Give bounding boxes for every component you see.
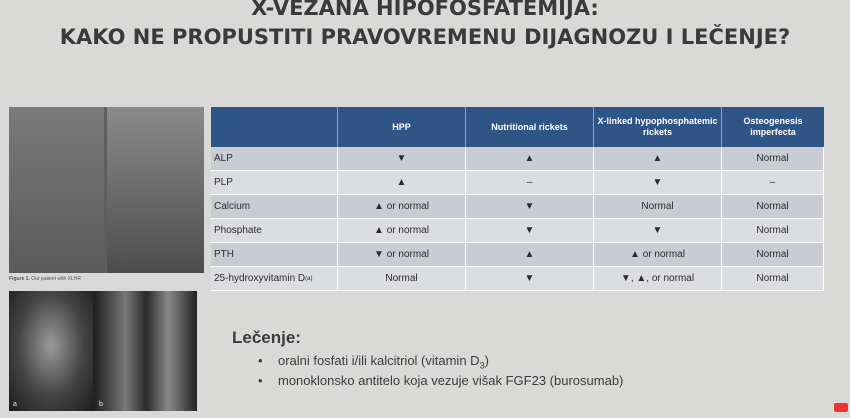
table-cell: ▲ or normal (338, 219, 466, 243)
table-row (211, 243, 824, 267)
table-cell: PTH (211, 243, 338, 267)
table-cell: ▼ (466, 195, 594, 219)
xray-label-b: b (99, 401, 103, 408)
table-cell: Normal (722, 195, 824, 219)
table-row (211, 171, 824, 195)
table-cell: ▲ or normal (594, 243, 722, 267)
table-header-cell: HPP (338, 107, 466, 147)
table-cell: Normal (594, 195, 722, 219)
table-cell: ▼ (338, 147, 466, 171)
table-cell: ▲ or normal (338, 195, 466, 219)
table-header-cell: X-linked hypophosphatemic rickets (594, 107, 722, 147)
xray-panel-a (9, 291, 93, 411)
table-cell: ▼, ▲, or normal (594, 267, 722, 291)
treatment-heading: Lečenje: (232, 328, 301, 347)
table-cell: Normal (338, 267, 466, 291)
title-line-2: KAKO NE PROPUSTITI PRAVOVREMENU DIJAGNOZU I LEČENJE? (59, 25, 791, 49)
table-cell: ▲ (466, 243, 594, 267)
table-header-cell: Osteogenesis imperfecta (722, 107, 824, 147)
table-cell: Normal (722, 219, 824, 243)
table-cell: ▼ (594, 171, 722, 195)
table-row (211, 267, 824, 291)
video-logo-icon (834, 403, 848, 412)
table-cell: Normal (722, 267, 824, 291)
table-cell: ALP (211, 147, 338, 171)
xray-image (9, 291, 197, 411)
patient-photo-front (9, 107, 104, 273)
bullet-icon: • (258, 373, 263, 388)
table-cell: ▲ (594, 147, 722, 171)
table-header-cell (211, 107, 338, 147)
footnote-marker: (a) (305, 275, 313, 282)
table-cell: 25-hydroxyvitamin D (a) (211, 267, 338, 291)
table-cell: ▼ (594, 219, 722, 243)
table-cell: Calcium (211, 195, 338, 219)
table-header-cell: Nutritional rickets (466, 107, 594, 147)
table-cell: Normal (722, 147, 824, 171)
figure-caption: Figure 1. Our patient with XLHR (9, 276, 81, 282)
table-cell: Phosphate (211, 219, 338, 243)
table-cell: – (722, 171, 824, 195)
patient-photo-side (107, 107, 204, 273)
table-cell: ▲ (466, 147, 594, 171)
table-row (211, 219, 824, 243)
table-cell: ▼ (466, 267, 594, 291)
table-cell: ▲ (338, 171, 466, 195)
xray-panel-b (95, 291, 197, 411)
xray-label-a: a (13, 401, 17, 408)
table-cell: Normal (722, 243, 824, 267)
table-row (211, 195, 824, 219)
patient-photo (9, 107, 204, 273)
title-line-1: X-VEZANA HIPOFOSFATEMIJA: (251, 0, 599, 20)
table-cell: – (466, 171, 594, 195)
table-row (211, 147, 824, 171)
table-cell: PLP (211, 171, 338, 195)
table-cell: ▼ or normal (338, 243, 466, 267)
table-cell: ▼ (466, 219, 594, 243)
bullet-icon: • (258, 353, 263, 368)
